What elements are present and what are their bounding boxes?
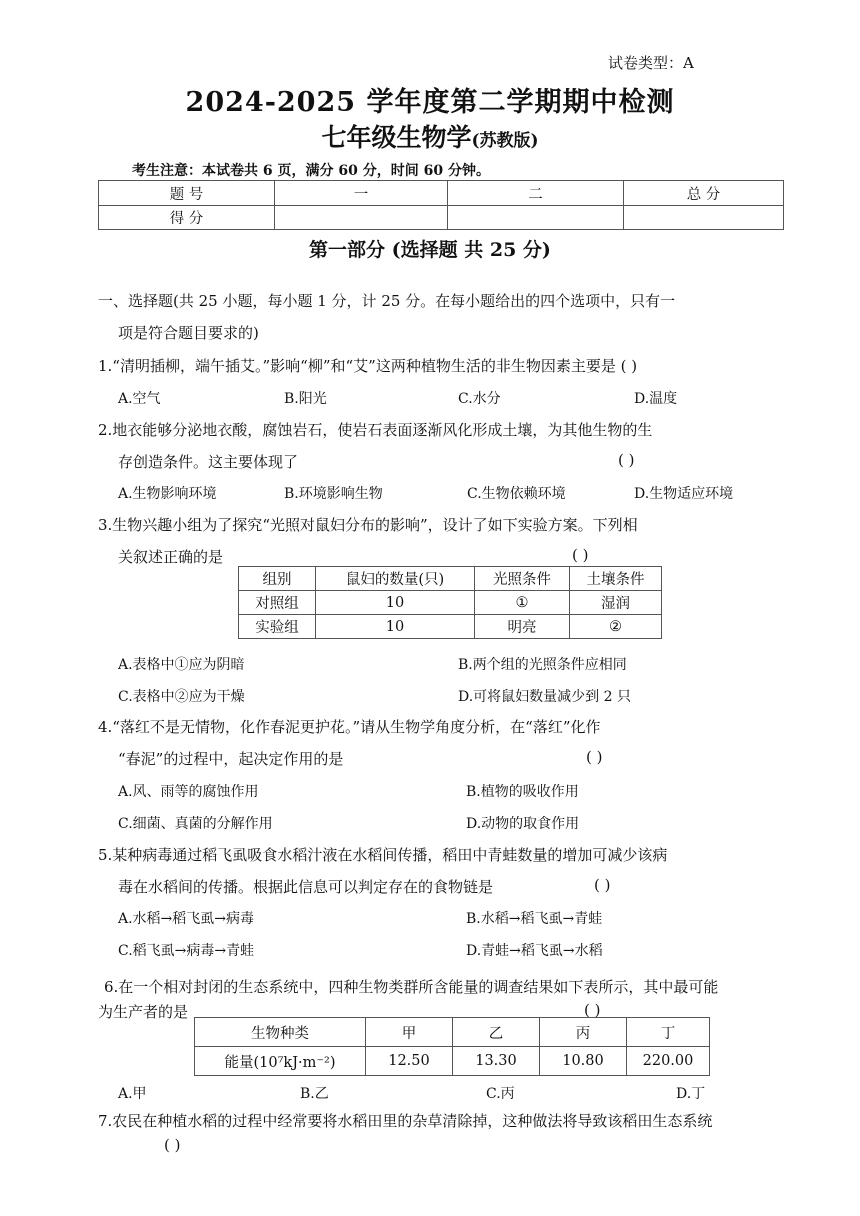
q3-experiment-table <box>238 566 662 639</box>
q6-table-header: 乙 <box>453 1018 540 1047</box>
q2-option-a[interactable]: A.生物影响环境 <box>118 486 217 502</box>
q1-option-c[interactable]: C.水分 <box>458 391 501 407</box>
score-header-cell: 总 分 <box>624 181 784 206</box>
score-header-cell: 题 号 <box>99 181 275 206</box>
q3-option-c[interactable]: C.表格中②应为干燥 <box>118 689 245 705</box>
q2-answer-blank[interactable]: ( ) <box>618 451 635 469</box>
q1-stem: 1.“清明插柳，端午插艾。”影响“柳”和“艾”这两种植物生活的非生物因素主要是 ( ) <box>98 357 638 375</box>
q5-option-a[interactable]: A.水稻→稻飞虱→病毒 <box>118 911 255 927</box>
q3-table-cell: 实验组 <box>239 615 316 639</box>
q6-energy-table <box>194 1017 710 1076</box>
exam-title: 2024-2025 学年度第二学期期中检测 <box>185 87 675 118</box>
q5-answer-blank[interactable]: ( ) <box>594 876 611 894</box>
q6-stem: 6.在一个相对封闭的生态系统中，四种生物类群所含能量的调查结果如下表所示，其中最可能 <box>104 978 719 996</box>
q2-option-c[interactable]: C.生物依赖环境 <box>467 486 566 502</box>
q1-option-d[interactable]: D.温度 <box>634 391 678 407</box>
q4-stem-cont: “春泥”的过程中，起决定作用的是 <box>118 750 344 768</box>
section1-instructions-cont: 项是符合题目要求的) <box>118 324 259 342</box>
q3-table-header: 土壤条件 <box>570 567 662 591</box>
subtitle-edition: (苏教版) <box>471 131 539 151</box>
q3-table-cell: 湿润 <box>570 591 662 615</box>
score-label-cell: 得 分 <box>99 206 275 230</box>
q5-option-b[interactable]: B.水稻→稻飞虱→青蛙 <box>466 911 603 927</box>
q2-option-b[interactable]: B.环境影响生物 <box>284 486 383 502</box>
q6-table-header: 丙 <box>540 1018 627 1047</box>
q3-table-cell: 10 <box>316 615 475 639</box>
exam-subtitle <box>0 118 860 154</box>
q3-table-header: 光照条件 <box>475 567 570 591</box>
q2-stem: 2.地衣能够分泌地衣酸，腐蚀岩石，使岩石表面逐渐风化形成土壤，为其他生物的生 <box>98 421 653 439</box>
q4-option-d[interactable]: D.动物的取食作用 <box>466 816 580 832</box>
q6-option-b[interactable]: B.乙 <box>300 1086 329 1102</box>
q6-table-header: 生物种类 <box>195 1018 366 1047</box>
q5-option-d[interactable]: D.青蛙→稻飞虱→水稻 <box>466 943 603 959</box>
q2-stem-cont: 存创造条件。这主要体现了 <box>118 453 299 471</box>
q6-table-cell: 10.80 <box>540 1047 627 1076</box>
q7-answer-blank[interactable]: ( ) <box>164 1136 181 1154</box>
subtitle-subject: 七年级生物学 <box>321 123 472 152</box>
q3-table-cell: 对照组 <box>239 591 316 615</box>
q7-stem: 7.农民在种植水稻的过程中经常要将水稻田里的杂草清除掉，这种做法将导致该稻田生态系统 <box>98 1112 713 1130</box>
q6-option-a[interactable]: A.甲 <box>118 1086 147 1102</box>
q4-option-a[interactable]: A.风、雨等的腐蚀作用 <box>118 784 259 800</box>
q3-option-a[interactable]: A.表格中①应为阴暗 <box>118 657 245 673</box>
q6-table-cell: 能量(10⁷kJ·m⁻²) <box>195 1047 366 1076</box>
q4-option-b[interactable]: B.植物的吸收作用 <box>466 784 579 800</box>
score-input-cell[interactable] <box>275 206 448 230</box>
q5-option-c[interactable]: C.稻飞虱→病毒→青蛙 <box>118 943 255 959</box>
q4-stem: 4.“落红不是无情物，化作春泥更护花。”请从生物学角度分析，在“落红”化作 <box>98 718 601 736</box>
section1-instructions: 一、选择题(共 25 小题，每小题 1 分，计 25 分。在每小题给出的四个选项中，只有一 <box>98 292 676 310</box>
q6-table-cell: 13.30 <box>453 1047 540 1076</box>
q6-option-d[interactable]: D.丁 <box>676 1086 706 1102</box>
score-input-cell[interactable] <box>448 206 624 230</box>
q3-option-b[interactable]: B.两个组的光照条件应相同 <box>458 657 627 673</box>
q6-table-header: 丁 <box>627 1018 710 1047</box>
q6-answer-blank[interactable]: ( ) <box>584 1001 601 1019</box>
q3-table-header: 组别 <box>239 567 316 591</box>
q6-table-cell: 12.50 <box>366 1047 453 1076</box>
q5-stem: 5.某种病毒通过稻飞虱吸食水稻汁液在水稻间传播，稻田中青蛙数量的增加可减少该病 <box>98 846 668 864</box>
q6-stem-cont: 为生产者的是 <box>98 1003 189 1021</box>
q3-stem: 3.生物兴趣小组为了探究“光照对鼠妇分布的影响”，设计了如下实验方案。下列相 <box>98 516 638 534</box>
q4-answer-blank[interactable]: ( ) <box>586 748 603 766</box>
q3-table-cell: ① <box>475 591 570 615</box>
q3-option-d[interactable]: D.可将鼠妇数量减少到 2 只 <box>458 689 631 705</box>
score-header-cell: 一 <box>275 181 448 206</box>
q1-option-b[interactable]: B.阳光 <box>284 391 327 407</box>
q6-table-cell: 220.00 <box>627 1047 710 1076</box>
q3-table-cell: 10 <box>316 591 475 615</box>
part1-title: 第一部分 (选择题 共 25 分) <box>309 239 551 261</box>
q3-table-header: 鼠妇的数量(只) <box>316 567 475 591</box>
score-table <box>98 180 784 230</box>
q2-option-d[interactable]: D.生物适应环境 <box>634 486 734 502</box>
q4-option-c[interactable]: C.细菌、真菌的分解作用 <box>118 816 273 832</box>
q3-table-cell: 明亮 <box>475 615 570 639</box>
q3-stem-cont: 关叙述正确的是 <box>118 548 224 566</box>
score-header-cell: 二 <box>448 181 624 206</box>
exam-notice: 考生注意：本试卷共 6 页，满分 60 分，时间 60 分钟。 <box>132 163 490 179</box>
q1-option-a[interactable]: A.空气 <box>118 391 161 407</box>
q6-option-c[interactable]: C.丙 <box>486 1086 515 1102</box>
q5-stem-cont: 毒在水稻间的传播。根据此信息可以判定存在的食物链是 <box>118 878 494 896</box>
q6-table-header: 甲 <box>366 1018 453 1047</box>
score-input-cell[interactable] <box>624 206 784 230</box>
q3-answer-blank[interactable]: ( ) <box>572 546 589 564</box>
q3-table-cell: ② <box>570 615 662 639</box>
paper-type: 试卷类型：A <box>608 54 694 72</box>
